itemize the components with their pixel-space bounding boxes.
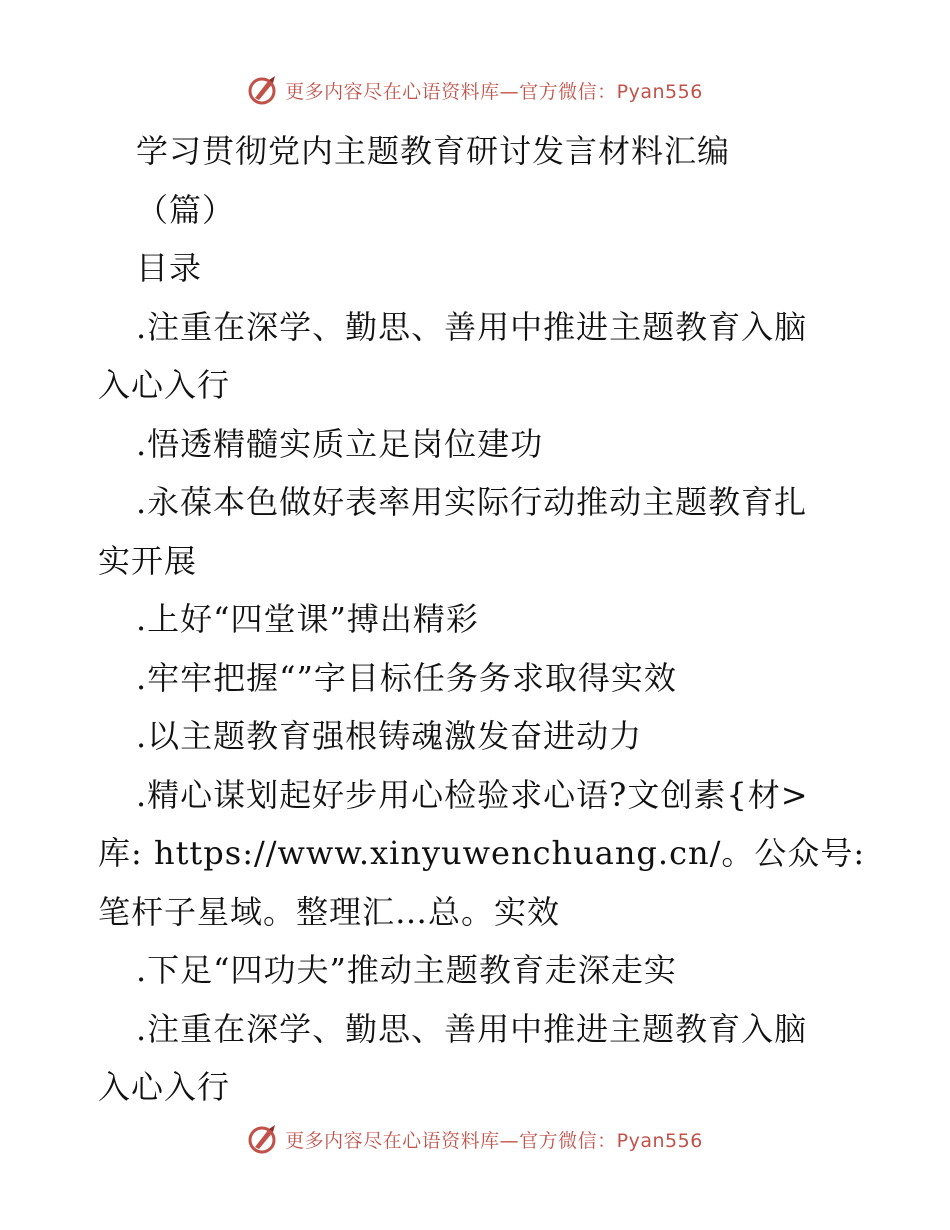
toc-item: .注重在深学、勤思、善用中推进主题教育入脑	[136, 1009, 808, 1048]
footer-banner	[0, 1119, 950, 1159]
document-title: 学习贯彻党内主题教育研讨发言材料汇编	[136, 132, 731, 170]
document-title-sub: （篇）	[136, 190, 236, 229]
toc-item-continuation: 入心入行	[98, 1068, 231, 1106]
toc-item-continuation: 库: https://www.xinyuwenchuang.cn/。公众号:	[98, 834, 866, 872]
toc-item: .永葆本色做好表率用实际行动推动主题教育扎	[136, 483, 808, 521]
toc-item: .上好“四堂课”搏出精彩	[136, 600, 479, 638]
toc-item: .注重在深学、勤思、善用中推进主题教育入脑	[136, 307, 808, 346]
toc-item: .下足“四功夫”推动主题教育走深走实	[136, 951, 677, 989]
document-body	[98, 122, 866, 1117]
header-banner-text: 更多内容尽在心语资料库—官方微信：Pyan556	[285, 80, 703, 103]
toc-item: .悟透精髓实质立足岗位建功	[136, 424, 544, 463]
footer-banner-text: 更多内容尽在心语资料库—官方微信：Pyan556	[285, 1129, 703, 1152]
toc-item: .牢牢把握“”字目标任务务求取得实效	[136, 658, 677, 697]
toc-item: .以主题教育强根铸魂激发奋进动力	[136, 717, 643, 755]
toc-item: .精心谋划起好步用心检验求心语?文创素{材>	[136, 775, 809, 814]
quill-pen-logo-icon	[247, 74, 279, 106]
toc-item-continuation: 实开展	[98, 541, 198, 580]
header-banner	[0, 70, 950, 110]
toc-heading: 目录	[136, 249, 203, 287]
quill-pen-logo-icon	[247, 1123, 279, 1155]
toc-item-continuation: 笔杆子星域。整理汇…总。实效	[98, 892, 561, 931]
toc-item-continuation: 入心入行	[98, 366, 231, 404]
